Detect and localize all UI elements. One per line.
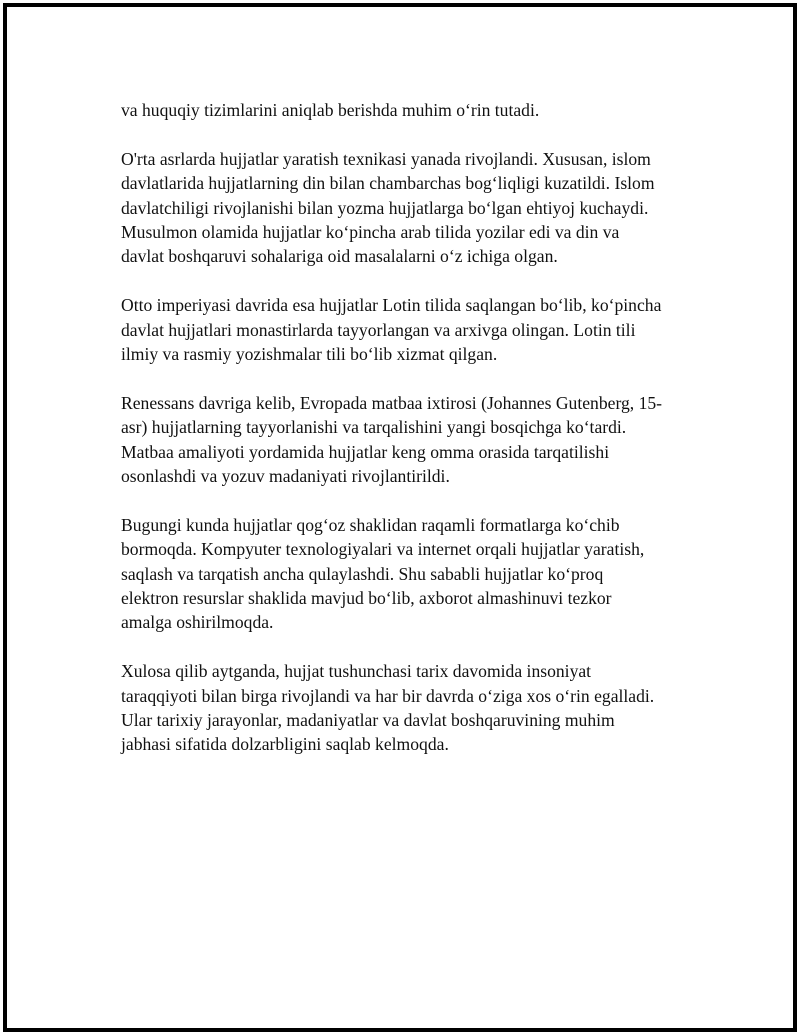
paragraph-6: Xulosa qilib aytganda, hujjat tushunchasi tarix davomida insoniyat taraqqiyoti bilan birga rivojlandi va har bir davrda o‘ziga xos o‘rin egalladi. Ular tarixiy jarayonlar, madaniyatlar va davlat boshqaruvining muhim jabhasi sifatida dolzarbligini saqlab kelmoqda. — [121, 661, 655, 755]
document-body — [121, 98, 701, 781]
paragraph-5: Bugungi kunda hujjatlar qog‘oz shaklidan raqamli formatlarga ko‘chib bormoqda. Kompyuter texnologiyalari va internet orqali hujjatlar yaratish, saqlash va tarqatish ancha qulaylashdi. Shu sababli hujjatlar ko‘proq elektron resurslar shaklida mavjud bo‘lib, axborot almashinuvi tezkor amalga oshirilmoqda. — [121, 514, 645, 633]
page-frame — [3, 3, 797, 1032]
paragraph-2: O'rta asrlarda hujjatlar yaratish texnikasi yanada rivojlandi. Xususan, islom davlatlarida hujjatlarning din bilan chambarchas bog‘liqligi kuzatildi. Islom davlatchiligi rivojlanishi bilan yozma hujjatlarga bo‘lgan ehtiyoj kuchaydi. Musulmon olamida hujjatlar ko‘pincha arab tilida yozilar edi va din va davlat boshqaruvi sohalariga oid masalalarni o‘z ichiga olgan. — [121, 148, 655, 267]
paragraph-4: Renessans davriga kelib, Evropada matbaa ixtirosi (Johannes Gutenberg, 15- asr) hujjatlarning tayyorlanishi va tarqalishini yangi bosqichga ko‘tardi. Matbaa amaliyoti yordamida hujjatlar keng omma orasida tarqatilishi osonlashdi va yozuv madaniyati rivojlantirildi. — [121, 392, 663, 487]
paragraph-1: va huquqiy tizimlarini aniqlab berishda muhim o‘rin tutadi. — [121, 100, 540, 120]
paragraph-3: Otto imperiyasi davrida esa hujjatlar Lotin tilida saqlangan bo‘lib, ko‘pincha davlat hujjatlari monastirlarda tayyorlangan va arxivga olingan. Lotin tili ilmiy va rasmiy yozishmalar tili bo‘lib xizmat qilgan. — [121, 295, 662, 365]
